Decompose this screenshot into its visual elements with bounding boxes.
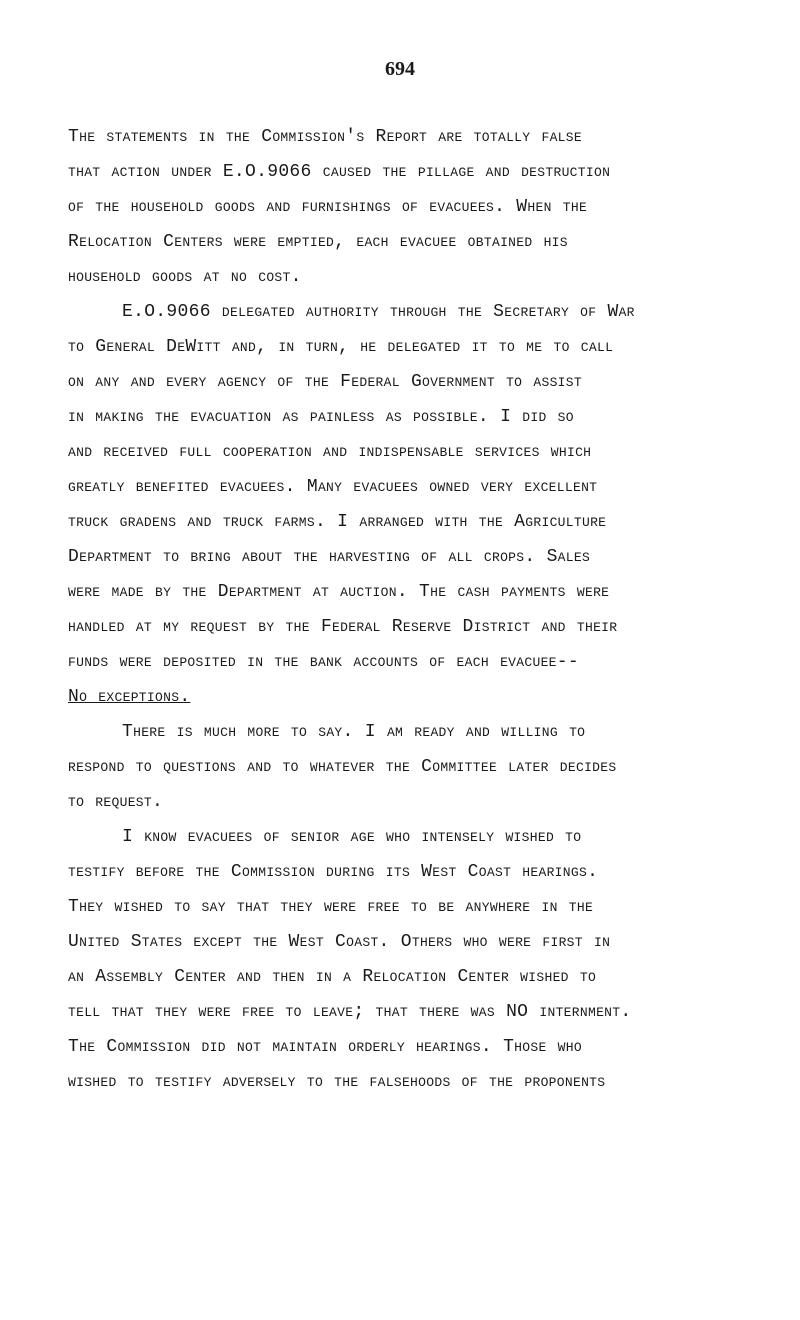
text-line: I know evacuees of senior age who intensely wished to — [122, 827, 582, 847]
text-line: were made by the Department at auction. The cash payments were — [68, 582, 610, 602]
text-line: Department to bring about the harvesting of all crops. Sales — [68, 547, 591, 567]
text-line: handled at my request by the Federal Reserve District and their — [68, 617, 618, 637]
text-line: wished to testify adversely to the falsehoods of the proponents — [68, 1072, 606, 1092]
text-line: in making the evacuation as painless as possible. I did so — [68, 407, 574, 427]
text-line: an Assembly Center and then in a Relocation Center wished to — [68, 967, 597, 987]
text-line: They wished to say that they were free to be anywhere in the — [68, 897, 594, 917]
text-line: to General DeWitt and, in turn, he delegated it to me to call — [68, 337, 614, 357]
text-line: United States except the West Coast. Others who were first in — [68, 932, 611, 952]
text-line: tell that they were free to leave; that there was NO internment. — [68, 1002, 632, 1022]
text-line: greatly benefited evacuees. Many evacuees owned very excellent — [68, 477, 598, 497]
text-line: that action under E.O.9066 caused the pillage and destruction — [68, 162, 611, 182]
text-line: funds were deposited in the bank accounts of each evacuee-- — [68, 652, 579, 672]
text-line: The statements in the Commission's Report are totally false — [68, 127, 582, 147]
text-line: to request. — [68, 792, 164, 812]
text-line: on any and every agency of the Federal Government to assist — [68, 372, 582, 392]
text-line: E.O.9066 delegated authority through the Secretary of War — [122, 302, 635, 322]
text-line: Relocation Centers were emptied, each evacuee obtained his — [68, 232, 568, 252]
text-line: The Commission did not maintain orderly hearings. Those who — [68, 1037, 582, 1057]
text-line: and received full cooperation and indispensable services which — [68, 442, 592, 462]
text-line: truck gradens and truck farms. I arranged with the Agriculture — [68, 512, 607, 532]
text-line-underlined: No exceptions. — [68, 687, 191, 707]
text-line: testify before the Commission during its West Coast hearings. — [68, 862, 599, 882]
text-line: There is much more to say. I am ready and willing to — [122, 722, 586, 742]
text-line: respond to questions and to whatever the Committee later decides — [68, 757, 617, 777]
text-line: household goods at no cost. — [68, 267, 302, 287]
text-line: of the household goods and furnishings of evacuees. When the — [68, 197, 588, 217]
page-number: 694 — [385, 58, 415, 80]
